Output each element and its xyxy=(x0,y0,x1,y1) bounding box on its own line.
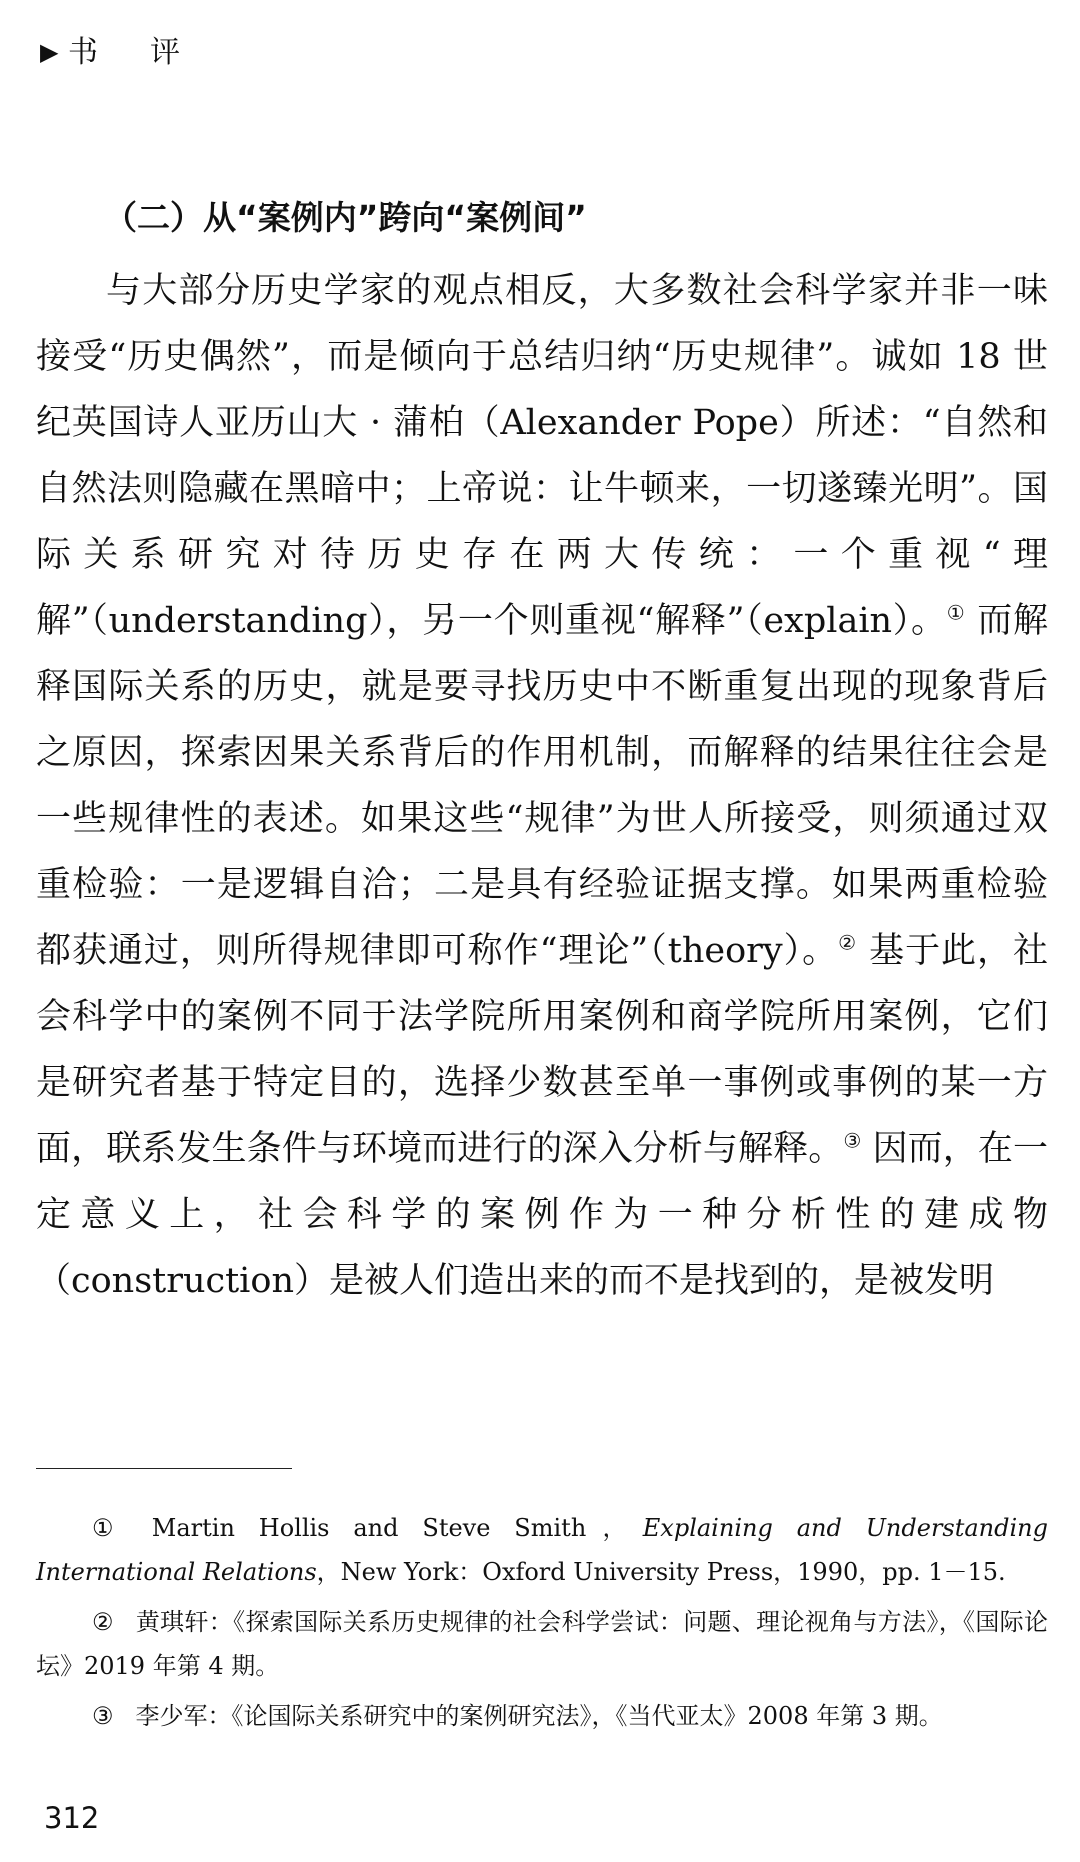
footnote-ref-2[interactable]: ② xyxy=(838,930,857,955)
footnote-ref-3[interactable]: ③ xyxy=(843,1128,862,1153)
footnote-1-publisher: ，New York：Oxford University Press，1990，pp. 1－15. xyxy=(316,1558,1006,1586)
body-paragraph xyxy=(36,258,1048,1314)
body-text-part-3: 基于此，社会科学中的案例不同于法学院所用案例和商学院所用案例，它们是研究者基于特定目的，选择少数甚至单一事例或事例的某一方面，联系发生条件与环境而进行的深入分析与解释。 xyxy=(36,931,1048,1169)
running-header xyxy=(40,32,232,73)
footnote-divider xyxy=(36,1468,292,1469)
page-number: 312 xyxy=(44,1801,100,1835)
footnote-ref-1[interactable]: ① xyxy=(946,600,966,625)
footnote-number: ③ xyxy=(92,1702,114,1730)
body-text-part-1: 与大部分历史学家的观点相反，大多数社会科学家并非一味接受“历史偶然”，而是倾向于总结归纳“历史规律”。诚如 18 世纪英国诗人亚历山大 · 蒲柏（Alexander Pope）所述：“自然和自然法则隐藏在黑暗中；上帝说：让牛顿来，一切遂臻光明”。国际关系研究对待历史存在两大传统：一个重视“理解”（understanding），另一个则重视“解释”（explain）。 xyxy=(36,271,1048,641)
header-label: 书评 xyxy=(68,35,233,70)
footnote-1-title: Explaining and Understanding International Relations xyxy=(36,1514,1049,1586)
body-text-part-4: 因而，在一定意义上，社会科学的案例作为一种分析性的建成物（construction）是被人们造出来的而不是找到的，是被发明 xyxy=(36,1129,1048,1301)
footnotes xyxy=(36,1506,1048,1744)
body-text-part-2: 而解释国际关系的历史，就是要寻找历史中不断重复出现的现象背后之原因，探索因果关系背后的作用机制，而解释的结果往往会是一些规律性的表述。如果这些“规律”为世人所接受，则须通过双重检验：一是逻辑自洽；二是具有经验证据支撑。如果两重检验都获通过，则所得规律即可称作“理论”（theory）。 xyxy=(36,601,1048,971)
footnote-2-text: 黄琪轩：《探索国际关系历史规律的社会科学尝试：问题、理论视角与方法》，《国际论坛》2019 年第 4 期。 xyxy=(36,1608,1049,1680)
section-heading: （二）从“案例内”跨向“案例间” xyxy=(104,198,587,237)
footnote-2 xyxy=(36,1600,1048,1688)
footnote-number: ① xyxy=(92,1514,130,1542)
footnote-1 xyxy=(36,1506,1048,1594)
footnote-number: ② xyxy=(92,1608,114,1636)
triangle-marker-icon: ▶ xyxy=(40,38,59,66)
footnote-3-text: 李少军：《论国际关系研究中的案例研究法》，《当代亚太》2008 年第 3 期。 xyxy=(135,1702,943,1730)
footnote-1-authors: Martin Hollis and Steve Smith， xyxy=(151,1514,643,1542)
footnote-3 xyxy=(36,1694,1048,1738)
